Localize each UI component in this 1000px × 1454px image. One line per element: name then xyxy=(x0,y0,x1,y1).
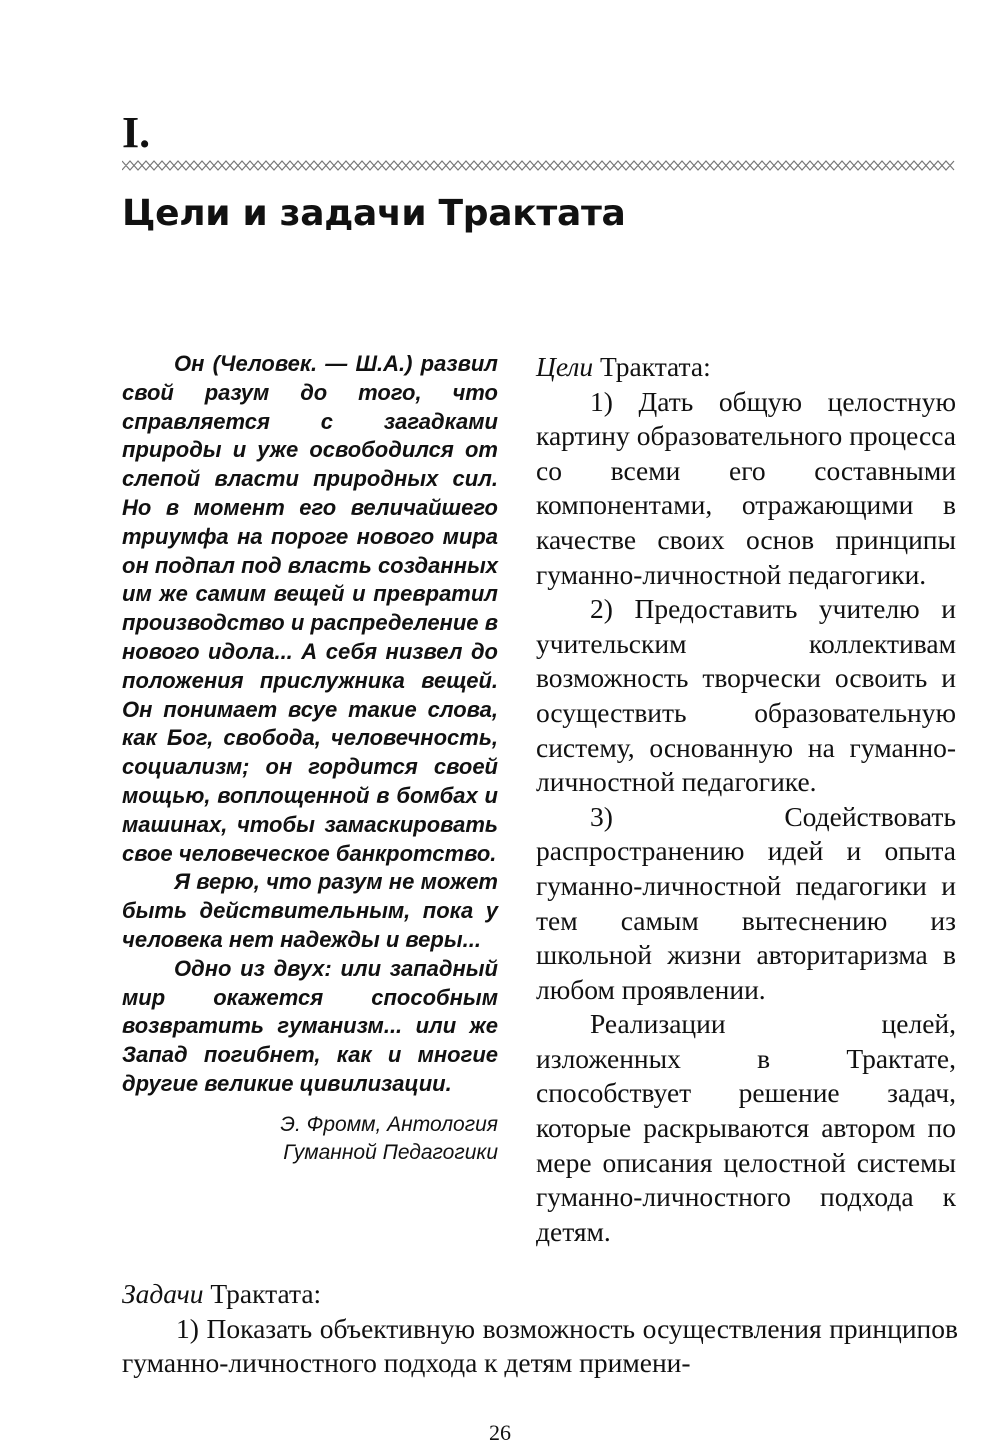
tasks-heading xyxy=(122,1277,958,1312)
goals-closing-paragraph: Реализации целей, изложенных в Трактате, способствует решение задач, которые раскрываются автором по мере описания целостной системы гуманно-личностного подхода к детям. xyxy=(536,1008,956,1247)
tasks-section xyxy=(122,1277,958,1381)
goals-heading-italic: Цели xyxy=(536,351,594,382)
chapter-title: Цели и задачи Трактата xyxy=(122,193,626,234)
chapter-number: I. xyxy=(122,108,151,157)
epigraph-paragraph: Одно из двух: или западный мир окажется способным возвратить гуманизм... или же Запад погибнет, как и многие другие великие цивилизации. xyxy=(122,955,498,1096)
task-item: 1) Показать объективную возможность осуществления принципов гуманно-личностного подхода к детям примени- xyxy=(122,1312,958,1379)
tasks-heading-rest: Трактата: xyxy=(203,1278,322,1309)
goals-section xyxy=(536,350,956,1249)
epigraph-paragraph: Я верю, что разум не может быть действительным, пока у человека нет надежды и веры... xyxy=(122,869,498,952)
ornamental-divider xyxy=(122,158,960,174)
goals-heading-rest: Трактата: xyxy=(593,351,711,382)
tasks-heading-italic: Задачи xyxy=(122,1278,204,1309)
epigraph xyxy=(122,350,498,1167)
goal-item: 1) Дать общую целостную картину образовательного процесса со всеми его составными компонентами, отражающими в качестве своих основ принципы гуманно-личностной педагогики. xyxy=(536,385,956,590)
goal-item: 2) Предоставить учителю и учительским коллективам возможность творчески освоить и осуществить образовательную систему, основанную на гуманно-личностной педагогике. xyxy=(536,593,956,798)
page-number: 26 xyxy=(489,1420,511,1445)
epigraph-source-author: Э. Фромм, Антология xyxy=(280,1112,498,1136)
epigraph-source-work: Гуманной Педагогики xyxy=(283,1140,498,1164)
epigraph-source xyxy=(122,1111,498,1167)
epigraph-paragraph: Он (Человек. — Ш.А.) развил свой разум до того, что справляется с загадками природы и уже освободился от слепой власти природных сил. Но в момент его величайшего триумфа на пороге нового мира он подпал под власть созданных им же самим вещей и превратил производство и распределение в нового идола... А себя низвел до положения прислужника вещей. Он понимает всуе такие слова, как Бог, свобода, человечность, социализм; он гордится своей мощью, воплощенной в бомбах и машинах, чтобы замаскировать свое человеческое банкротство. xyxy=(122,351,498,866)
goals-heading xyxy=(536,350,956,385)
goal-item: 3) Содействовать распространению идей и опыта гуманно-личностной педагогики и тем самым вытеснению из школьной жизни авторитаризма в любом проявлении. xyxy=(536,800,956,1005)
